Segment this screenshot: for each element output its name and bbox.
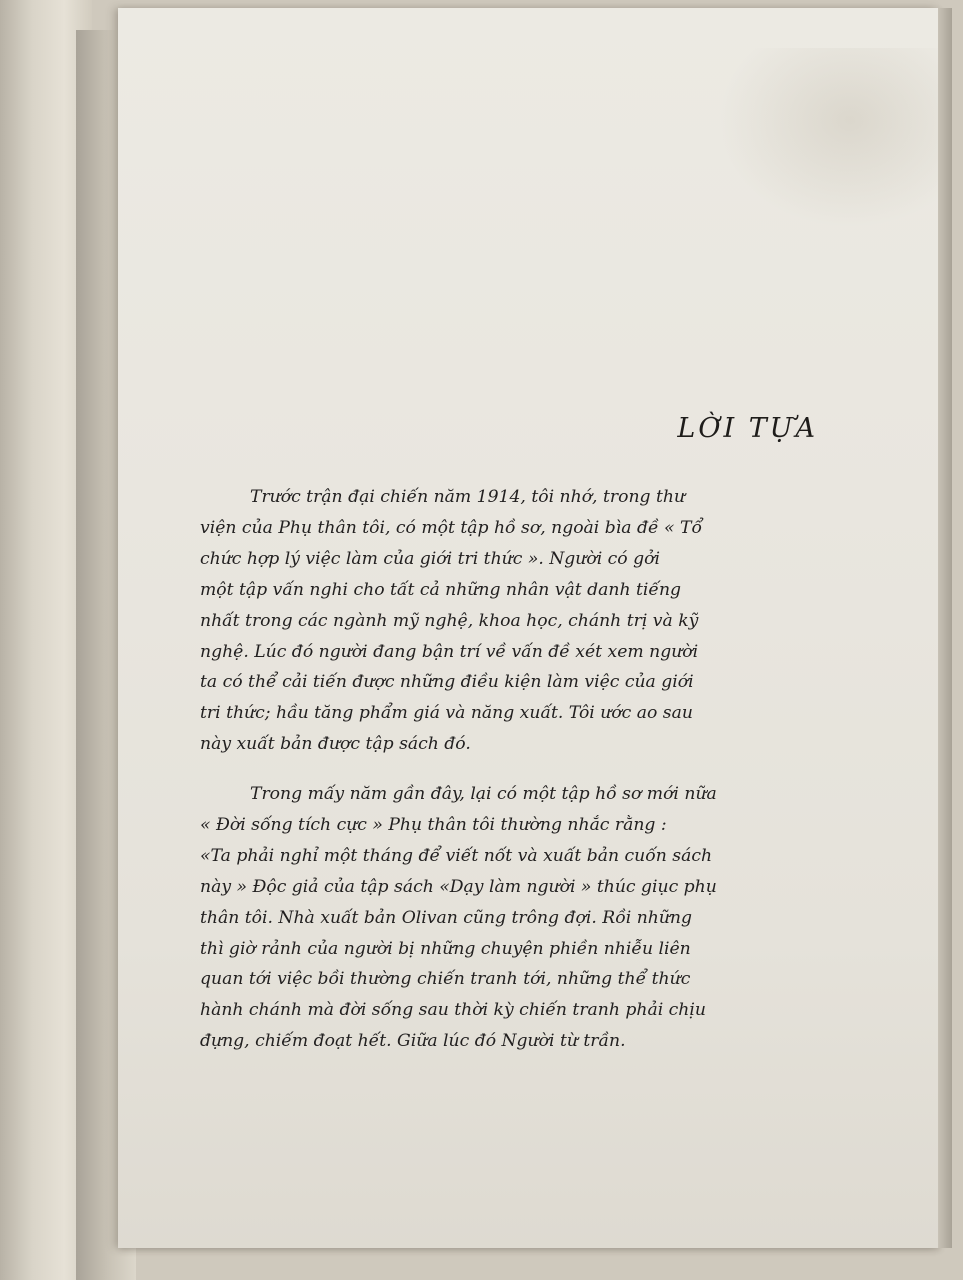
text-line: « Đời sống tích cực » Phụ thân tôi thường nhắc rằng :	[200, 814, 667, 835]
text-line: «Ta phải nghỉ một tháng để viết nốt và xuất bản cuốn sách	[200, 845, 713, 866]
text-line: này » Độc giả của tập sách «Dạy làm người » thúc giục phụ	[200, 876, 717, 897]
text-line: thì giờ rảnh của người bị những chuyện phiền nhiễu liên	[200, 938, 691, 959]
text-line: quan tới việc bồi thường chiến tranh tới, những thể thức	[200, 969, 691, 990]
book-page	[118, 8, 938, 1248]
text-line: viện của Phụ thân tôi, có một tập hồ sơ, ngoài bìa đề « Tổ	[200, 517, 702, 538]
text-line: nghệ. Lúc đó người đang bận trí về vấn đề xét xem người	[200, 641, 699, 662]
text-line: một tập vấn nghi cho tất cả những nhân vật danh tiếng	[200, 579, 682, 600]
text-line: Trong mấy năm gần đây, lại có một tập hồ sơ mới nữa	[250, 784, 717, 804]
text-line: tri thức; hầu tăng phẩm giá và năng xuất. Tôi ước ao sau	[200, 703, 693, 724]
text-line: hành chánh mà đời sống sau thời kỳ chiến tranh phải chịu	[200, 1000, 706, 1021]
text-line: Trước trận đại chiến năm 1914, tôi nhớ, trong thư	[250, 487, 686, 507]
paragraph-2	[200, 779, 820, 1057]
text-line: này xuất bản được tập sách đó.	[200, 734, 471, 755]
text-line: ta có thể cải tiến được những điều kiện làm việc của giới	[200, 672, 694, 693]
text-line: thân tôi. Nhà xuất bản Olivan cũng trông đợi. Rồi những	[200, 907, 692, 928]
text-line: chức hợp lý việc làm của giới tri thức ». Người có gởi	[200, 548, 660, 569]
page-title: LỜI TỰA	[677, 413, 818, 444]
text-line: nhất trong các ngành mỹ nghệ, khoa học, chánh trị và kỹ	[200, 610, 699, 631]
text-line: đựng, chiếm đoạt hết. Giữa lúc đó Người từ trần.	[200, 1031, 626, 1052]
paragraph-1	[200, 482, 820, 760]
paper-stain	[718, 48, 938, 228]
page-edge	[938, 8, 952, 1248]
